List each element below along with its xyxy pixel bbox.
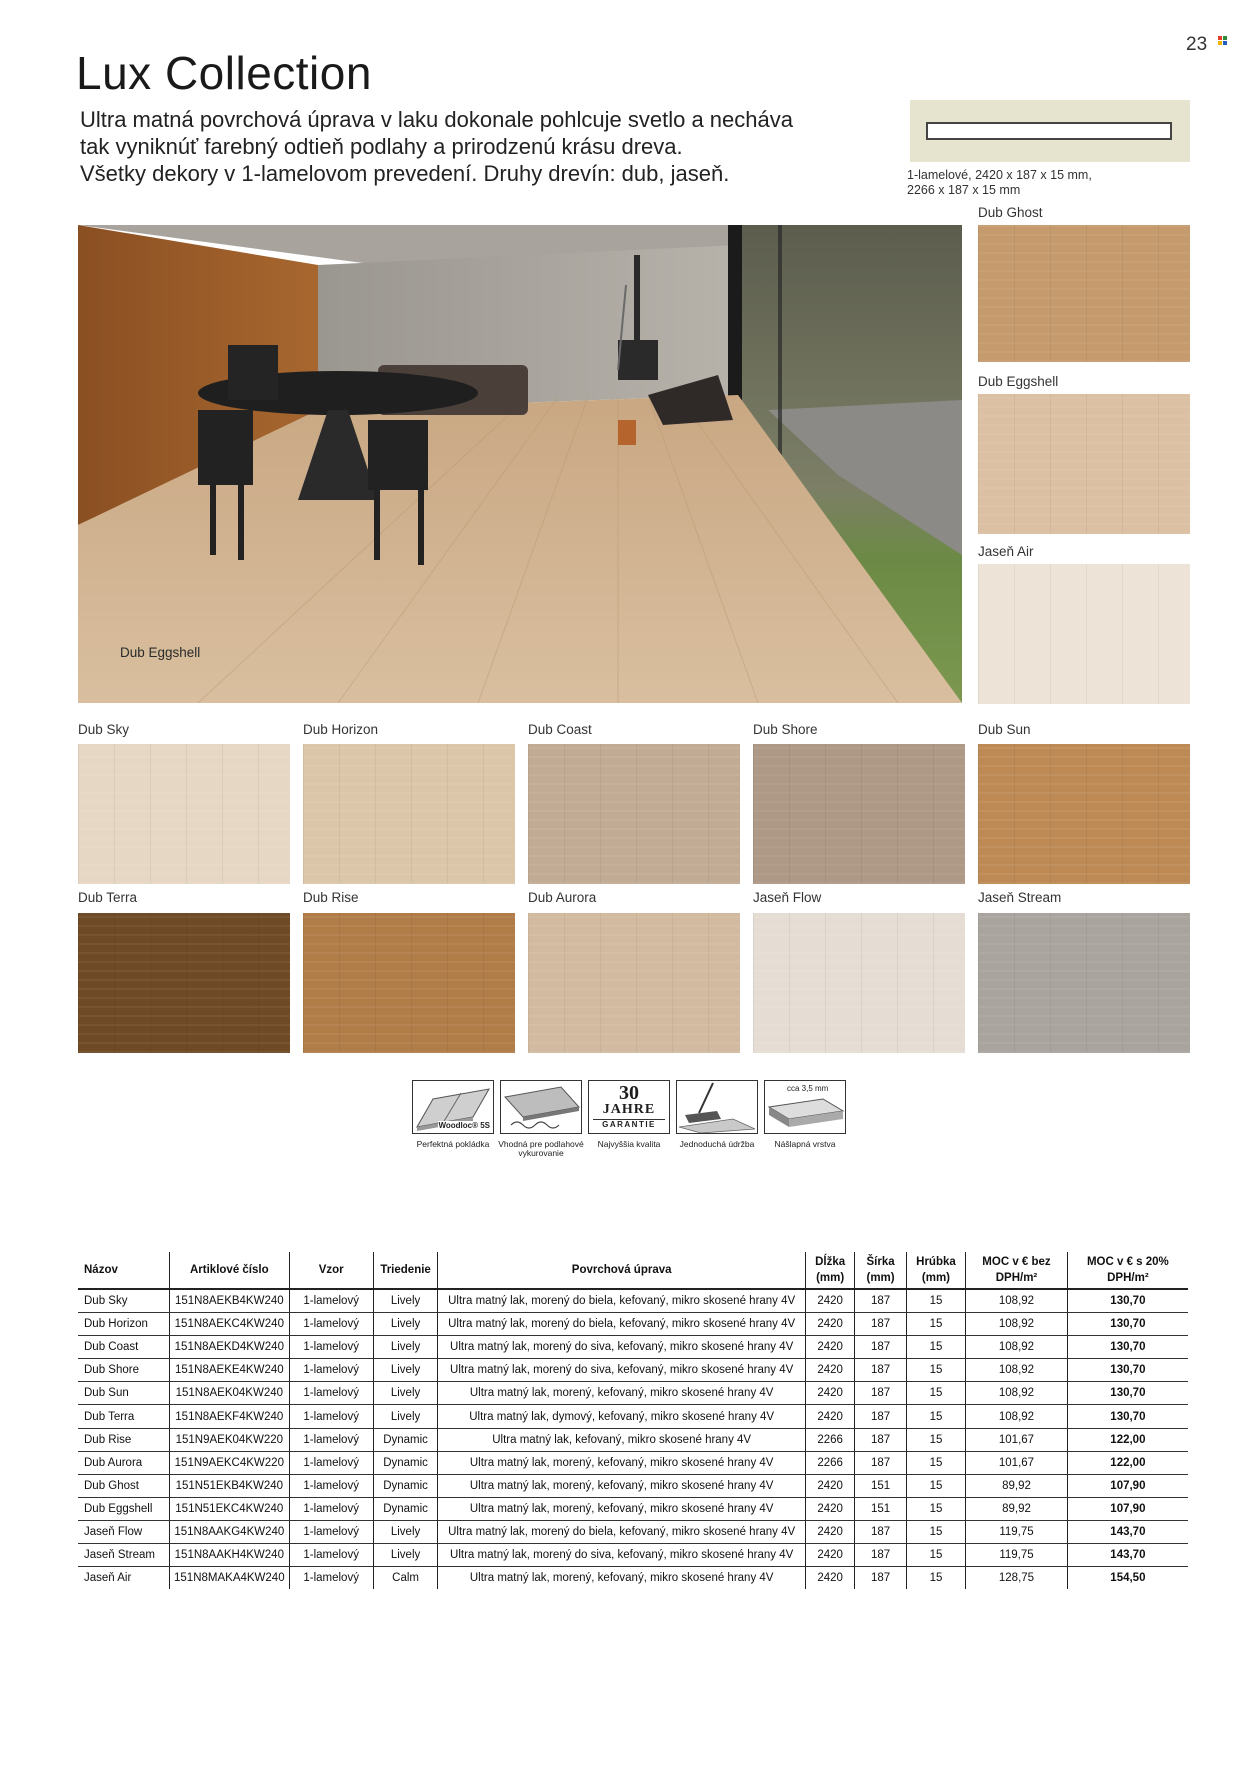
col-header-width: Šírka (mm) xyxy=(855,1252,906,1289)
cell-width: 187 xyxy=(855,1428,906,1451)
swatch-label: Dub Coast xyxy=(528,722,592,737)
cell-grade: Lively xyxy=(373,1405,438,1428)
cell-price-net: 101,67 xyxy=(966,1451,1068,1474)
cell-pattern: 1-lamelový xyxy=(289,1497,373,1520)
cell-pattern: 1-lamelový xyxy=(289,1474,373,1497)
feature-caption: Jednoduchá údržba xyxy=(679,1139,755,1149)
cell-thickness: 15 xyxy=(906,1474,965,1497)
intro-line: tak vyniknúť farebný odtieň podlahy a prirodzenú krásu dreva. xyxy=(80,134,683,159)
cell-length: 2266 xyxy=(805,1451,855,1474)
table-row xyxy=(78,1567,1188,1590)
col-header-grade: Triedenie xyxy=(373,1252,438,1289)
cell-price-net: 108,92 xyxy=(966,1336,1068,1359)
table-row xyxy=(78,1313,1188,1336)
cell-price-vat: 130,70 xyxy=(1067,1336,1188,1359)
cell-thickness: 15 xyxy=(906,1497,965,1520)
cell-length: 2420 xyxy=(805,1497,855,1520)
col-header-finish: Povrchová úprava xyxy=(438,1252,805,1289)
page-title: Lux Collection xyxy=(76,47,372,99)
cell-price-vat: 107,90 xyxy=(1067,1474,1188,1497)
cell-price-net: 119,75 xyxy=(966,1544,1068,1567)
wear-layer-badge: cca 3,5 mm xyxy=(787,1084,829,1093)
cell-article: 151N8AEKB4KW240 xyxy=(170,1289,290,1313)
table-row xyxy=(78,1544,1188,1567)
guarantee-word: JAHRE xyxy=(602,1102,656,1117)
table-row xyxy=(78,1336,1188,1359)
cell-article: 151N8AEK04KW240 xyxy=(170,1382,290,1405)
cell-grade: Dynamic xyxy=(373,1474,438,1497)
col-header-length: Dĺžka (mm) xyxy=(805,1252,855,1289)
cell-length: 2420 xyxy=(805,1313,855,1336)
cell-price-net: 108,92 xyxy=(966,1359,1068,1382)
cell-grade: Dynamic xyxy=(373,1428,438,1451)
cell-width: 187 xyxy=(855,1451,906,1474)
cell-article: 151N9AEKC4KW220 xyxy=(170,1451,290,1474)
cell-grade: Lively xyxy=(373,1359,438,1382)
intro-text xyxy=(80,106,880,187)
cell-price-vat: 143,70 xyxy=(1067,1520,1188,1543)
cell-article: 151N9AEK04KW220 xyxy=(170,1428,290,1451)
cell-article: 151N8AEKC4KW240 xyxy=(170,1313,290,1336)
dimension-line: 1-lamelové, 2420 x 187 x 15 mm, xyxy=(907,168,1092,182)
cell-finish: Ultra matný lak, morený do siva, kefovaný, mikro skosené hrany 4V xyxy=(438,1544,805,1567)
cell-name: Dub Aurora xyxy=(78,1451,170,1474)
swatch-dub-coast xyxy=(528,744,740,884)
swatch-jasen-flow xyxy=(753,913,965,1053)
table-row xyxy=(78,1359,1188,1382)
cell-name: Dub Rise xyxy=(78,1428,170,1451)
table-row xyxy=(78,1382,1188,1405)
swatch-label: Jaseň Air xyxy=(978,544,1034,559)
swatch-dub-terra xyxy=(78,913,290,1053)
cell-finish: Ultra matný lak, dymový, kefovaný, mikro skosené hrany 4V xyxy=(438,1405,805,1428)
cell-price-vat: 122,00 xyxy=(1067,1428,1188,1451)
cell-width: 151 xyxy=(855,1497,906,1520)
cell-pattern: 1-lamelový xyxy=(289,1544,373,1567)
feature-caption: Vhodná pre podlahové vykurovanie xyxy=(498,1139,584,1158)
cell-price-vat: 130,70 xyxy=(1067,1313,1188,1336)
cell-length: 2420 xyxy=(805,1359,855,1382)
cell-thickness: 15 xyxy=(906,1289,965,1313)
cell-width: 151 xyxy=(855,1474,906,1497)
cell-price-net: 128,75 xyxy=(966,1567,1068,1590)
table-row xyxy=(78,1474,1188,1497)
cell-price-net: 89,92 xyxy=(966,1497,1068,1520)
cell-finish: Ultra matný lak, morený, kefovaný, mikro skosené hrany 4V xyxy=(438,1451,805,1474)
swatch-jasen-air xyxy=(978,564,1190,704)
cell-thickness: 15 xyxy=(906,1313,965,1336)
cell-price-net: 108,92 xyxy=(966,1382,1068,1405)
cell-price-vat: 122,00 xyxy=(1067,1451,1188,1474)
cell-finish: Ultra matný lak, morený do siva, kefovaný, mikro skosené hrany 4V xyxy=(438,1336,805,1359)
guarantee-sub: GARANTIE xyxy=(593,1119,665,1129)
swatch-dub-sky xyxy=(78,744,290,884)
brand-mark-icon xyxy=(1218,36,1227,45)
cell-length: 2420 xyxy=(805,1544,855,1567)
intro-line: Všetky dekory v 1-lamelovom prevedení. Druhy drevín: dub, jaseň. xyxy=(80,161,730,186)
swatch-label: Dub Sun xyxy=(978,722,1031,737)
cell-width: 187 xyxy=(855,1289,906,1313)
hero-interior-image xyxy=(78,225,962,703)
cell-price-net: 108,92 xyxy=(966,1289,1068,1313)
swatch-dub-shore xyxy=(753,744,965,884)
cell-price-net: 108,92 xyxy=(966,1405,1068,1428)
cell-width: 187 xyxy=(855,1405,906,1428)
cell-finish: Ultra matný lak, morený, kefovaný, mikro skosené hrany 4V xyxy=(438,1474,805,1497)
swatch-label: Dub Horizon xyxy=(303,722,379,737)
swatch-dub-sun xyxy=(978,744,1190,884)
cell-name: Jaseň Stream xyxy=(78,1544,170,1567)
swatch-label: Dub Eggshell xyxy=(978,374,1059,389)
cell-thickness: 15 xyxy=(906,1451,965,1474)
cell-price-net: 119,75 xyxy=(966,1520,1068,1543)
cell-length: 2420 xyxy=(805,1382,855,1405)
dimension-line: 2266 x 187 x 15 mm xyxy=(907,183,1021,197)
cell-grade: Calm xyxy=(373,1567,438,1590)
cell-article: 151N8AAKH4KW240 xyxy=(170,1544,290,1567)
cell-width: 187 xyxy=(855,1382,906,1405)
hero-caption: Dub Eggshell xyxy=(120,645,201,660)
col-header-article: Artiklové číslo xyxy=(170,1252,290,1289)
cell-price-vat: 130,70 xyxy=(1067,1359,1188,1382)
cell-thickness: 15 xyxy=(906,1567,965,1590)
table-row xyxy=(78,1497,1188,1520)
plank-diagram xyxy=(910,100,1190,162)
swatch-dub-aurora xyxy=(528,913,740,1053)
swatch-label: Dub Aurora xyxy=(528,890,597,905)
cell-grade: Lively xyxy=(373,1382,438,1405)
cell-price-net: 89,92 xyxy=(966,1474,1068,1497)
cell-price-net: 101,67 xyxy=(966,1428,1068,1451)
col-header-thickness: Hrúbka (mm) xyxy=(906,1252,965,1289)
table-row xyxy=(78,1520,1188,1543)
cell-article: 151N51EKC4KW240 xyxy=(170,1497,290,1520)
cell-price-vat: 130,70 xyxy=(1067,1289,1188,1313)
cell-finish: Ultra matný lak, morený, kefovaný, mikro skosené hrany 4V xyxy=(438,1382,805,1405)
feature-caption: Perfektná pokládka xyxy=(416,1139,490,1149)
cell-price-vat: 154,50 xyxy=(1067,1567,1188,1590)
cell-name: Dub Ghost xyxy=(78,1474,170,1497)
cell-article: 151N8AEKE4KW240 xyxy=(170,1359,290,1382)
cell-thickness: 15 xyxy=(906,1336,965,1359)
cell-price-vat: 130,70 xyxy=(1067,1405,1188,1428)
table-header-row xyxy=(78,1252,1188,1289)
cell-pattern: 1-lamelový xyxy=(289,1289,373,1313)
cell-finish: Ultra matný lak, morený do siva, kefovaný, mikro skosené hrany 4V xyxy=(438,1359,805,1382)
cell-pattern: 1-lamelový xyxy=(289,1451,373,1474)
cell-width: 187 xyxy=(855,1520,906,1543)
swatch-label: Dub Terra xyxy=(78,890,138,905)
cell-name: Dub Sky xyxy=(78,1289,170,1313)
cell-finish: Ultra matný lak, morený do biela, kefovaný, mikro skosené hrany 4V xyxy=(438,1289,805,1313)
feature-caption: Nášlapná vrstva xyxy=(774,1139,836,1149)
cell-name: Dub Sun xyxy=(78,1382,170,1405)
cell-thickness: 15 xyxy=(906,1428,965,1451)
cell-pattern: 1-lamelový xyxy=(289,1359,373,1382)
cell-finish: Ultra matný lak, morený do biela, kefovaný, mikro skosené hrany 4V xyxy=(438,1313,805,1336)
cell-article: 151N8AEKF4KW240 xyxy=(170,1405,290,1428)
cell-article: 151N8AAKG4KW240 xyxy=(170,1520,290,1543)
cell-length: 2420 xyxy=(805,1336,855,1359)
cell-length: 2266 xyxy=(805,1428,855,1451)
col-header-price-vat: MOC v € s 20% DPH/m² xyxy=(1067,1252,1188,1289)
cell-grade: Lively xyxy=(373,1336,438,1359)
swatch-label: Dub Shore xyxy=(753,722,818,737)
guarantee-number: 30 xyxy=(619,1082,639,1104)
cell-name: Dub Eggshell xyxy=(78,1497,170,1520)
table-row xyxy=(78,1428,1188,1451)
swatch-label: Jaseň Stream xyxy=(978,890,1062,905)
table-row xyxy=(78,1451,1188,1474)
col-header-price-net: MOC v € bez DPH/m² xyxy=(966,1252,1068,1289)
cell-name: Jaseň Flow xyxy=(78,1520,170,1543)
feature-icons xyxy=(412,1080,852,1170)
table-row xyxy=(78,1405,1188,1428)
cell-width: 187 xyxy=(855,1359,906,1382)
price-table xyxy=(78,1252,1188,1589)
cell-length: 2420 xyxy=(805,1567,855,1590)
woodloc-badge: Woodloc® 5S xyxy=(438,1121,490,1130)
swatch-dub-eggshell xyxy=(978,394,1190,534)
cell-width: 187 xyxy=(855,1336,906,1359)
cell-name: Dub Terra xyxy=(78,1405,170,1428)
cell-article: 151N51EKB4KW240 xyxy=(170,1474,290,1497)
swatch-label: Dub Sky xyxy=(78,722,130,737)
cell-grade: Lively xyxy=(373,1544,438,1567)
cell-finish: Ultra matný lak, kefovaný, mikro skosené hrany 4V xyxy=(438,1428,805,1451)
cell-pattern: 1-lamelový xyxy=(289,1520,373,1543)
cell-pattern: 1-lamelový xyxy=(289,1313,373,1336)
cell-pattern: 1-lamelový xyxy=(289,1428,373,1451)
cell-pattern: 1-lamelový xyxy=(289,1336,373,1359)
cell-grade: Dynamic xyxy=(373,1451,438,1474)
woodloc-icon xyxy=(412,1080,494,1134)
feature-caption: Najvyššia kvalita xyxy=(597,1139,661,1149)
cell-price-vat: 130,70 xyxy=(1067,1382,1188,1405)
cell-article: 151N8AEKD4KW240 xyxy=(170,1336,290,1359)
cell-price-vat: 143,70 xyxy=(1067,1544,1188,1567)
cell-grade: Lively xyxy=(373,1289,438,1313)
cell-pattern: 1-lamelový xyxy=(289,1405,373,1428)
swatch-dub-ghost xyxy=(978,225,1190,362)
swatch-label: Jaseň Flow xyxy=(753,890,822,905)
cell-length: 2420 xyxy=(805,1289,855,1313)
cell-length: 2420 xyxy=(805,1474,855,1497)
cell-article: 151N8MAKA4KW240 xyxy=(170,1567,290,1590)
swatch-dub-rise xyxy=(303,913,515,1053)
col-header-name: Názov xyxy=(78,1252,170,1289)
swatch-jasen-stream xyxy=(978,913,1190,1053)
cell-name: Dub Coast xyxy=(78,1336,170,1359)
cell-thickness: 15 xyxy=(906,1520,965,1543)
cell-pattern: 1-lamelový xyxy=(289,1382,373,1405)
col-header-pattern: Vzor xyxy=(289,1252,373,1289)
table-row xyxy=(78,1289,1188,1313)
cell-grade: Dynamic xyxy=(373,1497,438,1520)
swatch-label: Dub Ghost xyxy=(978,205,1043,220)
cell-grade: Lively xyxy=(373,1313,438,1336)
cell-thickness: 15 xyxy=(906,1405,965,1428)
cell-name: Dub Horizon xyxy=(78,1313,170,1336)
plank-shape xyxy=(926,122,1172,140)
cell-finish: Ultra matný lak, morený, kefovaný, mikro skosené hrany 4V xyxy=(438,1497,805,1520)
cell-name: Dub Shore xyxy=(78,1359,170,1382)
cell-width: 187 xyxy=(855,1544,906,1567)
cell-name: Jaseň Air xyxy=(84,1572,132,1585)
cell-thickness: 15 xyxy=(906,1382,965,1405)
page-number: 23 xyxy=(1186,34,1208,55)
cell-width: 187 xyxy=(855,1313,906,1336)
swatch-dub-horizon xyxy=(303,744,515,884)
mop-icon xyxy=(676,1080,758,1134)
cell-grade: Lively xyxy=(373,1520,438,1543)
cell-width: 187 xyxy=(855,1567,906,1590)
cell-finish: Ultra matný lak, morený, kefovaný, mikro skosené hrany 4V xyxy=(438,1567,805,1590)
cell-pattern: 1-lamelový xyxy=(289,1567,373,1590)
floor-heating-icon xyxy=(500,1080,582,1134)
cell-length: 2420 xyxy=(805,1520,855,1543)
cell-thickness: 15 xyxy=(906,1544,965,1567)
cell-price-net: 108,92 xyxy=(966,1313,1068,1336)
wear-layer-icon xyxy=(764,1080,846,1134)
intro-line: Ultra matná povrchová úprava v laku dokonale pohlcuje svetlo a necháva xyxy=(80,107,793,132)
cell-thickness: 15 xyxy=(906,1359,965,1382)
plank-dimensions xyxy=(907,168,1092,198)
swatch-label: Dub Rise xyxy=(303,890,359,905)
cell-finish: Ultra matný lak, morený do biela, kefovaný, mikro skosené hrany 4V xyxy=(438,1520,805,1543)
cell-length: 2420 xyxy=(805,1405,855,1428)
cell-price-vat: 107,90 xyxy=(1067,1497,1188,1520)
guarantee-icon xyxy=(588,1080,670,1134)
